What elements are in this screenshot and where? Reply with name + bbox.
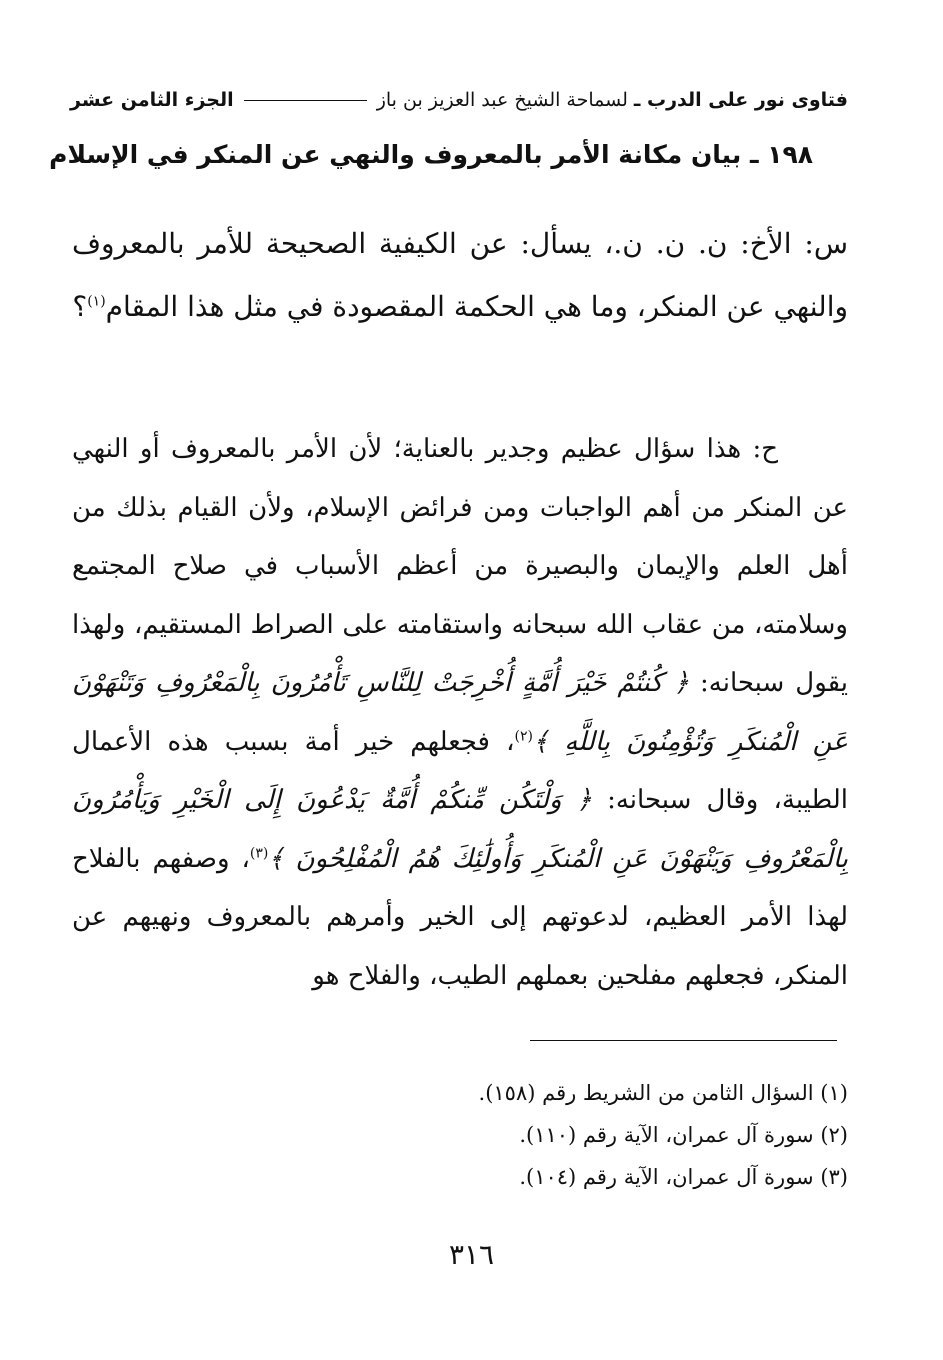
- quran-verse-1: ﴿ كُنتُمْ خَيْرَ أُمَّةٍ أُخْرِجَتْ لِلنَّاسِ تَأْمُرُونَ بِالْمَعْرُوفِ وَتَنْهَوْنَ عَنِ الْمُنكَرِ وَتُؤْمِنُونَ بِاللَّهِ ﴾: [72, 668, 848, 757]
- book-title: فتاوى نور على الدرب ـ: [633, 89, 848, 111]
- question-paragraph: [72, 212, 848, 338]
- footnote-1: (١) السؤال الثامن من الشريط رقم (١٥٨).: [478, 1081, 848, 1105]
- answer-text-1: ح: هذا سؤال عظيم وجدير بالعناية؛ لأن الأمر بالمعروف أو النهي عن المنكر من أهم الواجبات ومن فرائض الإسلام، ولأن القيام بذلك من أهل العلم والإيمان والبصيرة من أعظم الأسباب في صلاح المجتمع وسلامته، من عقاب الله سبحانه واستقامته على الصراط المستقيم، ولهذا يقول سبحانه:: [72, 434, 849, 698]
- answer-paragraph: [72, 420, 848, 1005]
- volume-label: الجزء الثامن عشر: [70, 89, 234, 111]
- running-header: [70, 82, 848, 118]
- footnote-ref-2: (٢): [514, 727, 533, 744]
- footnotes: [348, 1072, 848, 1198]
- question-mark: ؟: [72, 290, 88, 323]
- chapter-title: ١٩٨ ـ بيان مكانة الأمر بالمعروف والنهي عن المنكر في الإسلام: [49, 140, 813, 169]
- footnote-rule: [530, 1040, 837, 1041]
- footnote-2: (٢) سورة آل عمران، الآية رقم (١١٠).: [519, 1123, 848, 1147]
- answer-text-2: ، فجعلهم خير أمة بسبب هذه الأعمال الطيبة، وقال سبحانه:: [72, 726, 848, 815]
- footnote-ref-3: (٣): [249, 844, 269, 861]
- author-name: لسماحة الشيخ عبد العزيز بن باز: [376, 89, 628, 111]
- quran-verse-2: ﴿ وَلْتَكُن مِّنكُمْ أُمَّةٌ يَدْعُونَ إِلَى الْخَيْرِ وَيَأْمُرُونَ بِالْمَعْرُوفِ وَيَنْهَوْنَ عَنِ الْمُنكَرِ وَأُولَٰئِكَ هُمُ الْمُفْلِحُونَ ﴾: [72, 785, 848, 874]
- footnote-3: (٣) سورة آل عمران، الآية رقم (١٠٤).: [519, 1165, 848, 1189]
- footnote-ref-1: (١): [87, 293, 106, 310]
- header-rule: [244, 100, 367, 101]
- answer-text-3: ، وصفهم بالفلاح لهذا الأمر العظيم، لدعوتهم إلى الخير وأمرهم بالمعروف ونهيهم عن المنكر، فجعلهم مفلحين بعملهم الطيب، والفلاح هو: [72, 843, 848, 991]
- question-text: س: الأخ: ن. ن. ن.، يسأل: عن الكيفية الصحيحة للأمر بالمعروف والنهي عن المنكر، وما هي الحكمة المقصودة في مثل هذا المقام: [72, 227, 848, 323]
- page-number: ٣١٦: [448, 1238, 495, 1271]
